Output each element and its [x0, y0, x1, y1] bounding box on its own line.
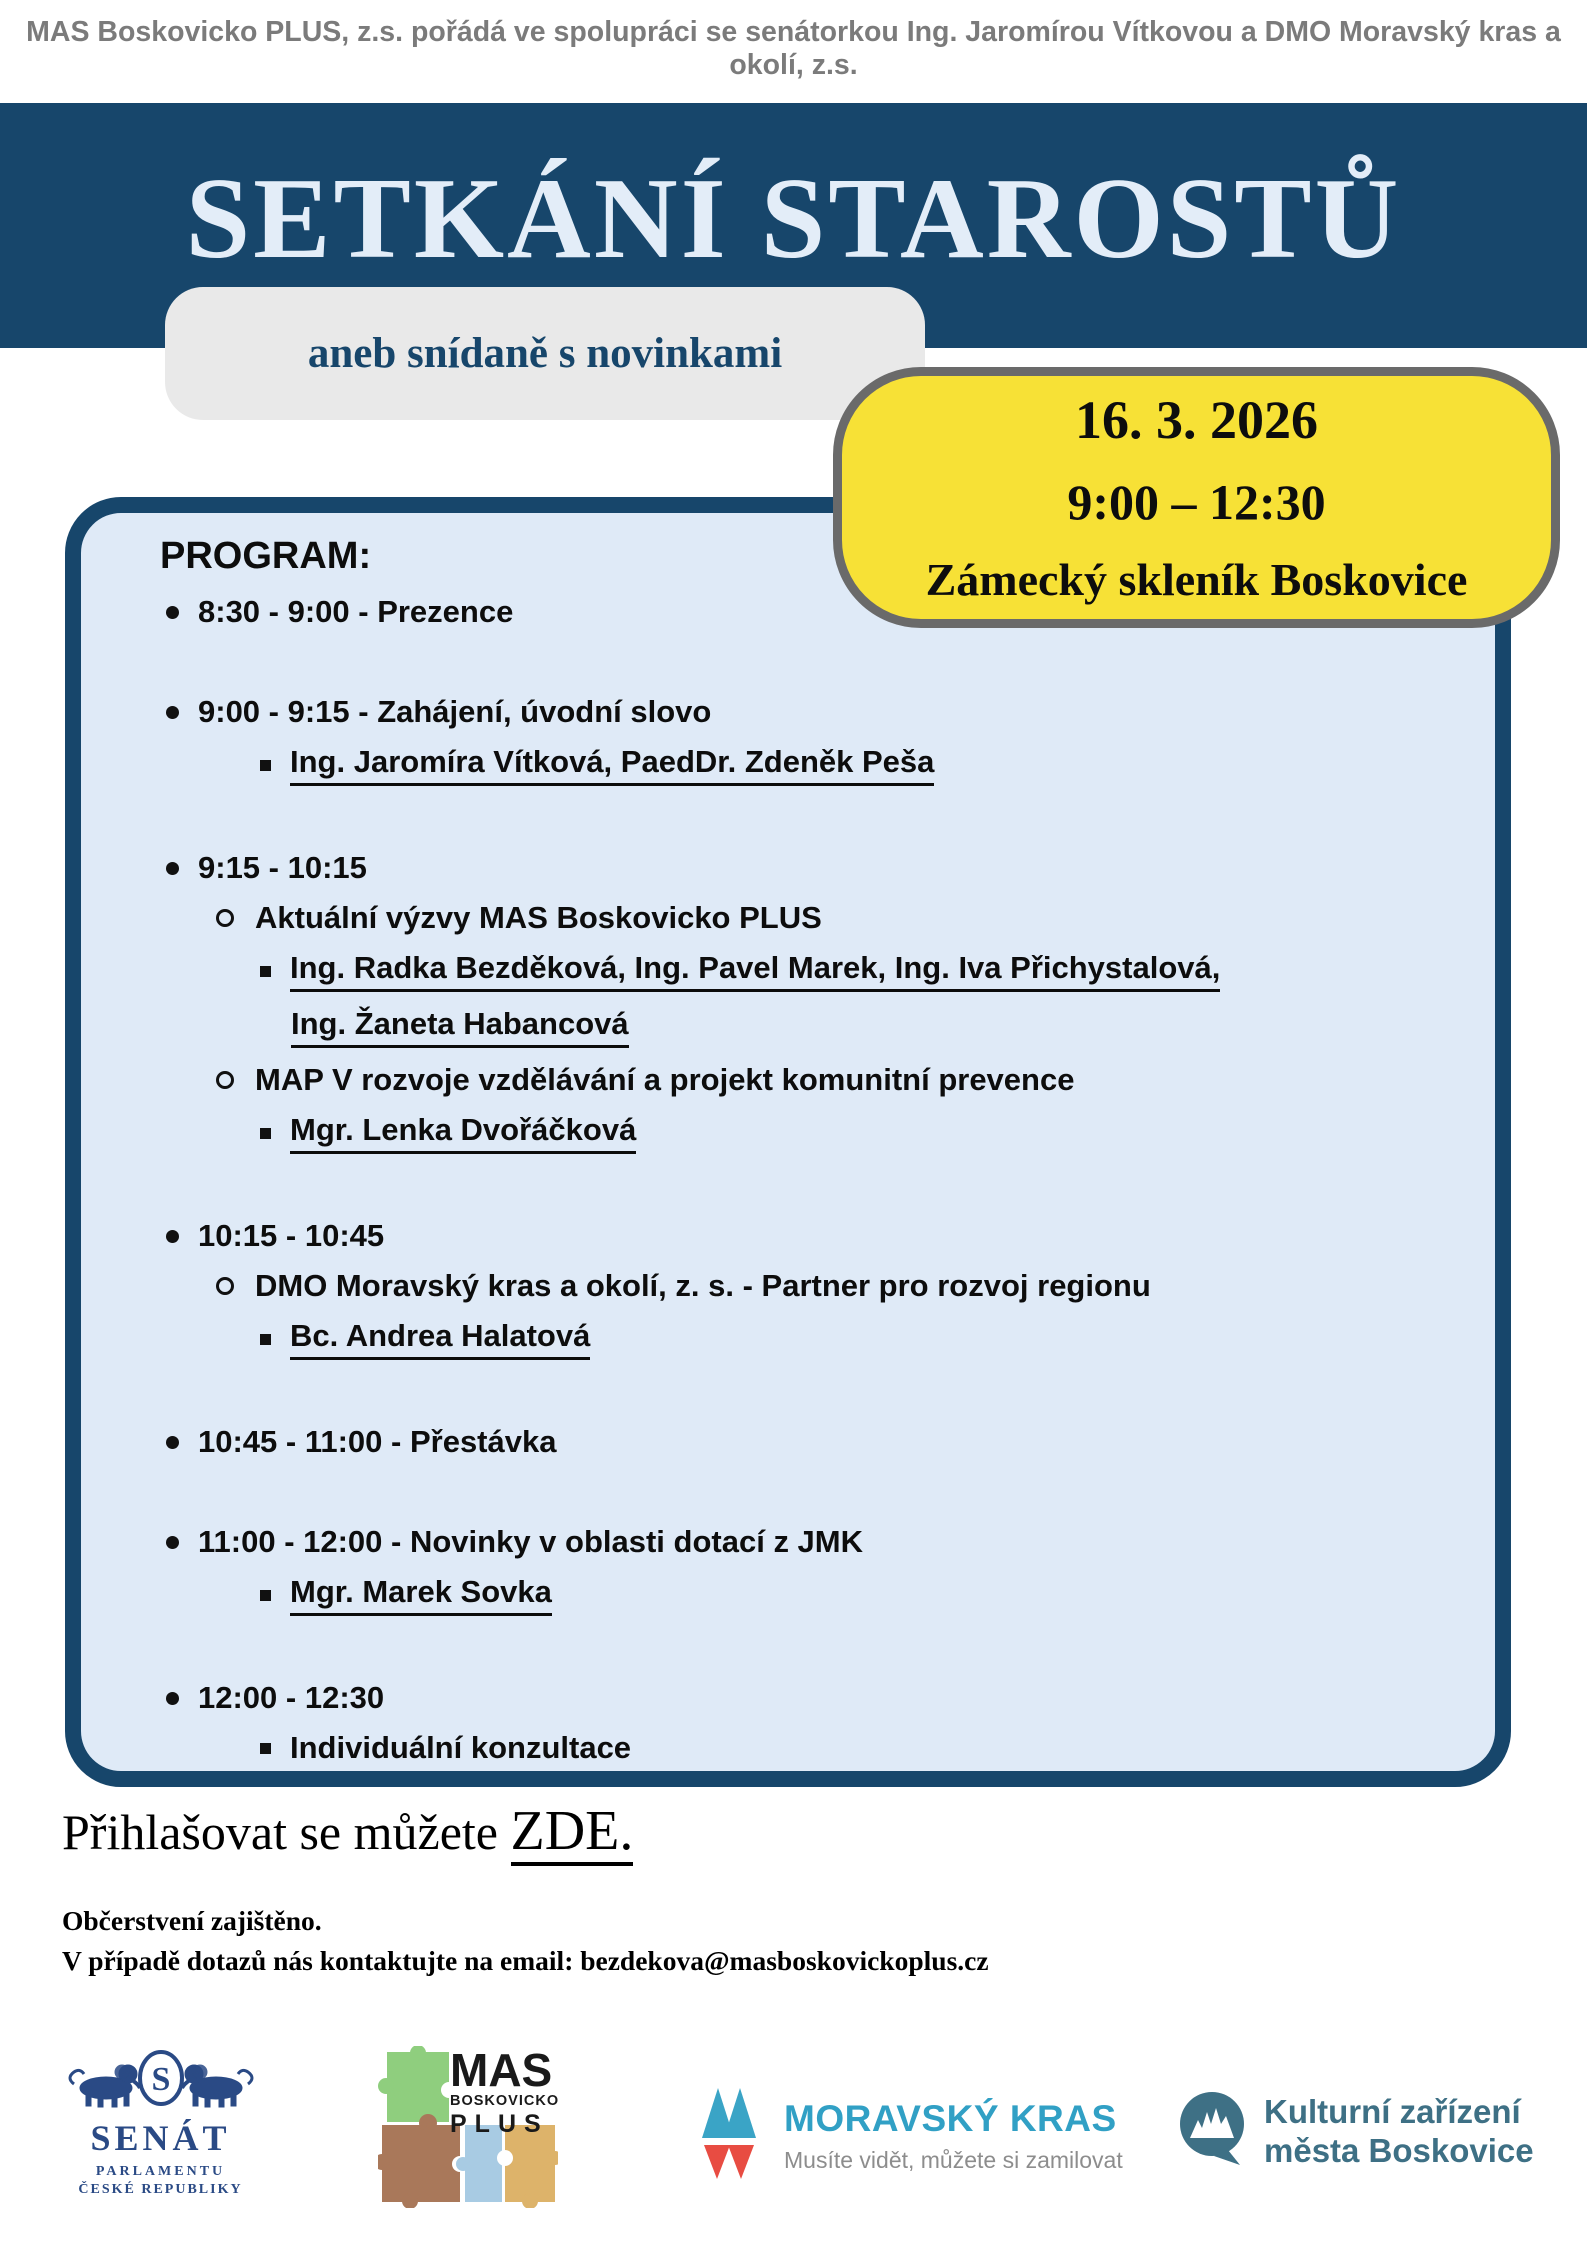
- program-item-text: Bc. Andrea Halatová: [290, 1318, 590, 1360]
- square-bullet-icon: [260, 1743, 271, 1754]
- program-item-text: 10:15 - 10:45: [198, 1218, 385, 1253]
- note-catering: Občerstvení zajištěno.: [62, 1905, 322, 1936]
- organizer-line: MAS Boskovicko PLUS, z.s. pořádá ve spolupráci se senátorkou Ing. Jaromírou Vítkovou a DMO Moravský kras a okolí, z.s.: [26, 16, 1561, 81]
- square-bullet-icon: [260, 966, 271, 977]
- circle-bullet-icon: [216, 1277, 234, 1295]
- program-item: [260, 744, 1455, 786]
- program-item-text: MAP V rozvoje vzdělávání a projekt komunitní prevence: [255, 1062, 1075, 1097]
- program-item: [166, 1680, 1455, 1716]
- square-bullet-icon: [260, 1334, 271, 1345]
- disc-bullet-icon: [166, 1692, 179, 1705]
- program-item-text: Ing. Jaromíra Vítková, PaedDr. Zdeněk Peša: [290, 744, 934, 786]
- program-item: [260, 950, 1455, 992]
- program-item: [166, 694, 1455, 730]
- disc-bullet-icon: [166, 606, 179, 619]
- program-heading: PROGRAM:: [160, 535, 372, 577]
- program-item-text: Individuální konzultace: [290, 1730, 632, 1765]
- disc-bullet-icon: [166, 1230, 179, 1243]
- disc-bullet-icon: [166, 1436, 179, 1449]
- program-item-text: Aktuální výzvy MAS Boskovicko PLUS: [255, 900, 822, 935]
- program-item-text: 8:30 - 9:00 - Prezence: [198, 594, 514, 629]
- event-date: 16. 3. 2026: [1075, 390, 1318, 450]
- disc-bullet-icon: [166, 1536, 179, 1549]
- program-item-text: 11:00 - 12:00 - Novinky v oblasti dotací z JMK: [198, 1524, 864, 1559]
- signup-line: [62, 1799, 633, 1863]
- note-contact-email: V případě dotazů nás kontaktujte na email: bezdekova@masboskovickoplus.cz: [62, 1945, 989, 1976]
- program-item: [216, 900, 1455, 936]
- program-item-text: 9:15 - 10:15: [198, 850, 367, 885]
- program-item-text: 10:45 - 11:00 - Přestávka: [198, 1424, 557, 1459]
- subtitle: aneb snídaně s novinkami: [307, 330, 783, 377]
- mas-line2: BOSKOVICKO: [450, 2093, 560, 2109]
- program-item: [166, 1218, 1455, 1254]
- event-badge: [833, 367, 1560, 628]
- event-time: 9:00 – 12:30: [1067, 474, 1326, 530]
- square-bullet-icon: [260, 1128, 271, 1139]
- mas-line1: MAS: [450, 2044, 553, 2096]
- page-title: SETKÁNÍ STAROSTŮ: [185, 154, 1402, 283]
- kras-name: MORAVSKÝ KRAS: [784, 2097, 1117, 2139]
- program-item: [166, 1424, 1455, 1460]
- logo-kzmb: [1178, 2090, 1534, 2171]
- kras-text: [784, 2098, 1123, 2174]
- mas-line3: PLUS: [450, 2110, 549, 2138]
- program-item: [291, 1006, 1455, 1048]
- program-item: [260, 1112, 1455, 1154]
- kzmb-text: [1264, 2092, 1534, 2170]
- signup-text: Přihlašovat se můžete: [62, 1804, 511, 1860]
- logo-mas-boskovicko: [378, 2046, 558, 2208]
- mas-logo-text: [450, 2044, 560, 2139]
- senat-sub1: PARLAMENTU: [95, 2164, 226, 2179]
- kras-tagline: Musíte vidět, můžete si zamilovat: [784, 2146, 1123, 2173]
- circle-bullet-icon: [216, 1071, 234, 1089]
- mountains-mw-icon: [700, 2086, 758, 2185]
- svg-text:S: S: [151, 2061, 170, 2098]
- program-box: [65, 497, 1511, 1787]
- program-item-text: Mgr. Lenka Dvořáčková: [290, 1112, 636, 1154]
- signup-link[interactable]: ZDE.: [511, 1800, 634, 1866]
- program-item: [260, 1318, 1455, 1360]
- program-item-text: Ing. Radka Bezděková, Ing. Pavel Marek, Ing. Iva Přichystalová,: [290, 950, 1220, 992]
- square-bullet-icon: [260, 760, 271, 771]
- senat-sub2: ČESKÉ REPUBLIKY: [78, 2182, 243, 2197]
- subtitle-plate: [165, 287, 925, 420]
- senat-name: SENÁT: [90, 2118, 231, 2158]
- circle-bullet-icon: [216, 909, 234, 927]
- event-venue: Zámecký skleník Boskovice: [925, 554, 1468, 605]
- program-list: [160, 594, 1455, 1766]
- program-item-text: DMO Moravský kras a okolí, z. s. - Partner pro rozvoj regionu: [255, 1268, 1151, 1303]
- kzmb-line1: Kulturní zařízení: [1264, 2092, 1521, 2130]
- square-bullet-icon: [260, 1590, 271, 1601]
- program-item: [166, 1524, 1455, 1560]
- program-item: [216, 1268, 1455, 1304]
- program-item-text: Mgr. Marek Sovka: [290, 1574, 552, 1616]
- program-item: [260, 1730, 1455, 1766]
- program-item: [166, 850, 1455, 886]
- notes-block: [62, 1901, 989, 1981]
- program-item-text: 9:00 - 9:15 - Zahájení, úvodní slovo: [198, 694, 712, 729]
- program-item: [260, 1574, 1455, 1616]
- lions-emblem-icon: [66, 2061, 256, 2114]
- disc-bullet-icon: [166, 706, 179, 719]
- speech-bubble-mountain-icon: [1178, 2090, 1248, 2171]
- disc-bullet-icon: [166, 862, 179, 875]
- logo-senat: [58, 2050, 263, 2198]
- logo-moravsky-kras: [700, 2086, 1123, 2185]
- program-item-text: Ing. Žaneta Habancová: [291, 1006, 629, 1048]
- program-item: [216, 1062, 1455, 1098]
- program-item-text: 12:00 - 12:30: [198, 1680, 385, 1715]
- kzmb-line2: města Boskovice: [1264, 2131, 1534, 2169]
